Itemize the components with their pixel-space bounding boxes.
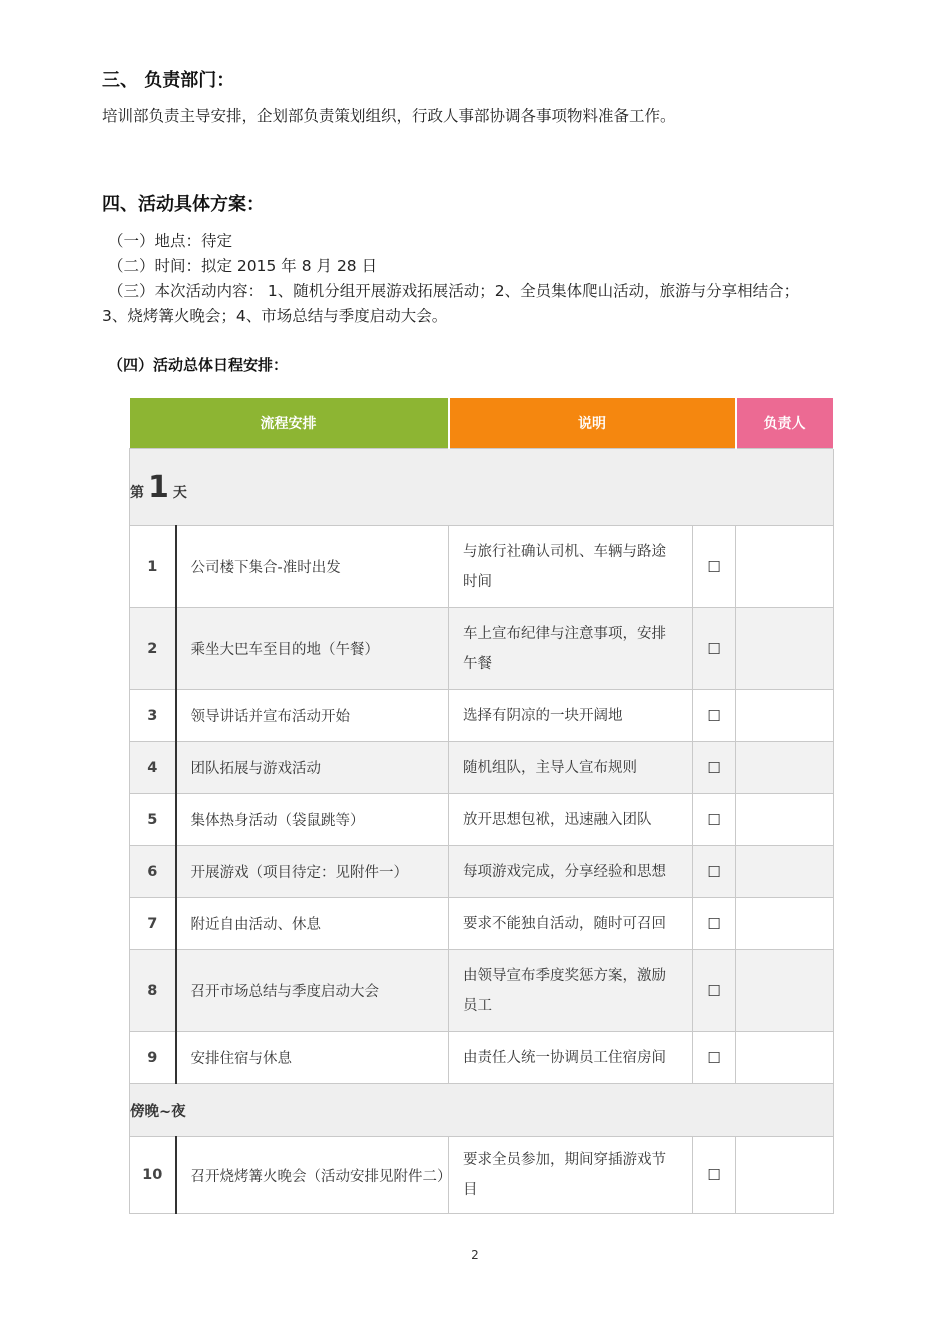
row-owner bbox=[736, 950, 834, 1032]
section-3-heading: 三、 负责部门： bbox=[102, 70, 235, 91]
row-number: 8 bbox=[130, 950, 176, 1032]
checkbox[interactable]: ☐ bbox=[693, 690, 736, 742]
row-note: 每项游戏完成，分享经验和思想 bbox=[449, 846, 693, 898]
schedule-table bbox=[129, 398, 835, 1214]
row-owner bbox=[736, 690, 834, 742]
day-prefix: 第 bbox=[130, 484, 144, 501]
evening-row bbox=[130, 1084, 834, 1137]
checkbox[interactable]: ☐ bbox=[693, 1137, 736, 1214]
row-number: 5 bbox=[130, 794, 176, 846]
row-owner bbox=[736, 608, 834, 690]
row-owner bbox=[736, 526, 834, 608]
table-row bbox=[130, 690, 834, 742]
checkbox[interactable]: ☐ bbox=[693, 608, 736, 690]
row-process: 集体热身活动（袋鼠跳等） bbox=[176, 794, 449, 846]
time-line: （二）时间：拟定 2015 年 8 月 28 日 bbox=[108, 257, 378, 275]
checkbox[interactable]: ☐ bbox=[693, 794, 736, 846]
header-owner: 负责人 bbox=[736, 398, 834, 449]
row-number: 6 bbox=[130, 846, 176, 898]
row-note: 要求不能独自活动，随时可召回 bbox=[449, 898, 693, 950]
row-number: 4 bbox=[130, 742, 176, 794]
header-note: 说明 bbox=[449, 398, 736, 449]
row-note: 车上宣布纪律与注意事项，安排午餐 bbox=[449, 608, 693, 690]
table-row bbox=[130, 742, 834, 794]
row-process: 召开市场总结与季度启动大会 bbox=[176, 950, 449, 1032]
row-process: 领导讲话并宣布活动开始 bbox=[176, 690, 449, 742]
row-number: 7 bbox=[130, 898, 176, 950]
page-number: 2 bbox=[471, 1248, 479, 1262]
row-number: 3 bbox=[130, 690, 176, 742]
row-note: 随机组队，主导人宣布规则 bbox=[449, 742, 693, 794]
row-owner bbox=[736, 742, 834, 794]
checkbox[interactable]: ☐ bbox=[693, 742, 736, 794]
row-note: 由领导宣布季度奖惩方案，激励员工 bbox=[449, 950, 693, 1032]
section-3-text: 培训部负责主导安排，企划部负责策划组织，行政人事部协调各事项物料准备工作。 bbox=[102, 107, 676, 125]
location-line: （一）地点：待定 bbox=[108, 232, 233, 250]
header-process: 流程安排 bbox=[130, 398, 449, 449]
table-row bbox=[130, 1137, 834, 1214]
row-process: 团队拓展与游戏活动 bbox=[176, 742, 449, 794]
row-process: 公司楼下集合-准时出发 bbox=[176, 526, 449, 608]
row-note: 放开思想包袱，迅速融入团队 bbox=[449, 794, 693, 846]
checkbox[interactable]: ☐ bbox=[693, 898, 736, 950]
row-note: 选择有阴凉的一块开阔地 bbox=[449, 690, 693, 742]
row-process: 附近自由活动、休息 bbox=[176, 898, 449, 950]
row-number: 9 bbox=[130, 1032, 176, 1084]
row-note: 要求全员参加，期间穿插游戏节目 bbox=[449, 1137, 693, 1214]
day-number: 1 bbox=[148, 469, 169, 505]
checkbox[interactable]: ☐ bbox=[693, 1032, 736, 1084]
row-number: 2 bbox=[130, 608, 176, 690]
row-note: 与旅行社确认司机、车辆与路途时间 bbox=[449, 526, 693, 608]
table-row bbox=[130, 950, 834, 1032]
row-number: 10 bbox=[130, 1137, 176, 1214]
checkbox[interactable]: ☐ bbox=[693, 526, 736, 608]
day-row bbox=[130, 449, 834, 526]
table-row bbox=[130, 794, 834, 846]
table-row bbox=[130, 898, 834, 950]
row-owner bbox=[736, 898, 834, 950]
content-line-1: （三）本次活动内容： 1、随机分组开展游戏拓展活动；2、全员集体爬山活动，旅游与分享相结合； bbox=[108, 282, 800, 300]
row-note: 由责任人统一协调员工住宿房间 bbox=[449, 1032, 693, 1084]
row-number: 1 bbox=[130, 526, 176, 608]
evening-label: 傍晚~夜 bbox=[130, 1084, 834, 1137]
row-process: 安排住宿与休息 bbox=[176, 1032, 449, 1084]
table-row bbox=[130, 1032, 834, 1084]
table-row bbox=[130, 526, 834, 608]
row-owner bbox=[736, 794, 834, 846]
checkbox[interactable]: ☐ bbox=[693, 950, 736, 1032]
row-owner bbox=[736, 846, 834, 898]
checkbox[interactable]: ☐ bbox=[693, 846, 736, 898]
section-4-heading: 四、活动具体方案： bbox=[102, 194, 264, 215]
day-label bbox=[130, 449, 834, 526]
row-process: 乘坐大巴车至目的地（午餐） bbox=[176, 608, 449, 690]
content-line-2: 3、烧烤篝火晚会；4、市场总结与季度启动大会。 bbox=[102, 307, 448, 325]
row-process: 开展游戏（项目待定：见附件一） bbox=[176, 846, 449, 898]
row-owner bbox=[736, 1137, 834, 1214]
table-row bbox=[130, 608, 834, 690]
row-owner bbox=[736, 1032, 834, 1084]
schedule-heading: （四）活动总体日程安排： bbox=[108, 356, 289, 374]
table-header-row bbox=[130, 398, 834, 449]
day-suffix: 天 bbox=[172, 484, 187, 501]
row-process: 召开烧烤篝火晚会（活动安排见附件二） bbox=[176, 1137, 449, 1214]
table-row bbox=[130, 846, 834, 898]
